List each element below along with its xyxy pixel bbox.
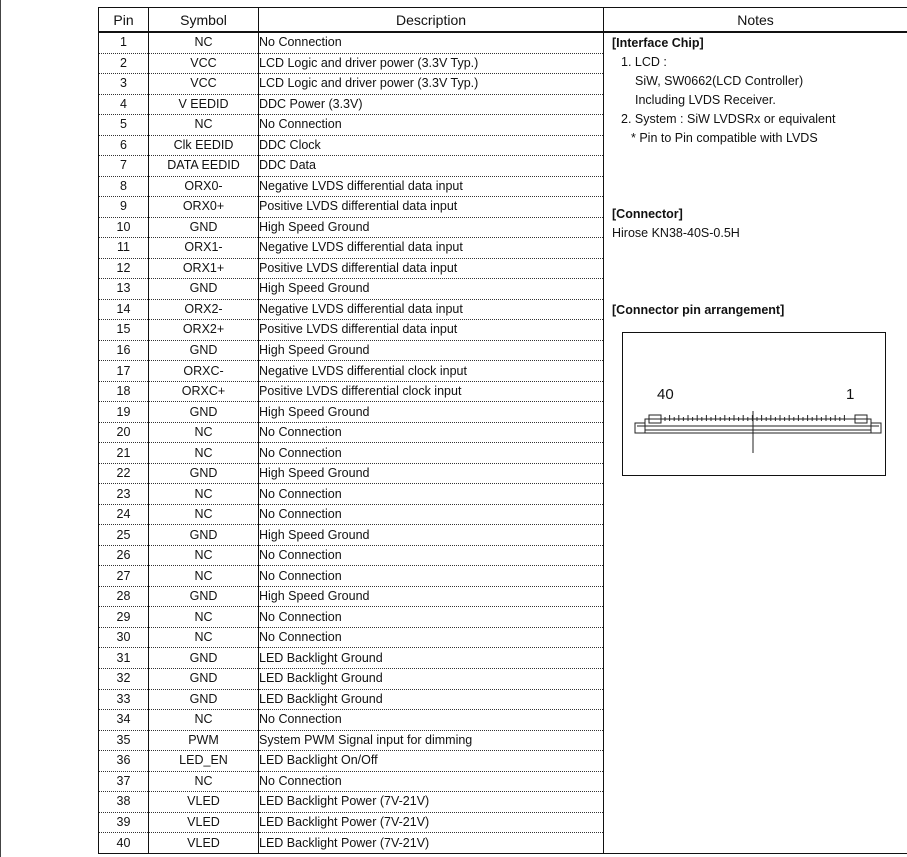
pin-symbol: NC — [149, 115, 259, 136]
pin-number: 32 — [99, 668, 149, 689]
pin-number: 10 — [99, 217, 149, 238]
pin-description: Negative LVDS differential clock input — [259, 361, 604, 382]
pin-label-1: 1 — [846, 386, 855, 403]
pin-number: 31 — [99, 648, 149, 669]
pin-symbol: GND — [149, 340, 259, 361]
interface-chip-heading: [Interface Chip] — [612, 36, 704, 50]
header-symbol: Symbol — [149, 8, 259, 33]
system-item: 2. System : SiW LVDSRx or equivalent — [621, 112, 836, 126]
pin-description: LED Backlight Power (7V-21V) — [259, 812, 604, 833]
pin-symbol: NC — [149, 545, 259, 566]
pin-symbol: V EEDID — [149, 94, 259, 115]
lcd-controller: SiW, SW0662(LCD Controller) — [635, 74, 804, 88]
pin-description: No Connection — [259, 422, 604, 443]
pin-number: 1 — [99, 32, 149, 53]
pin-symbol: NC — [149, 627, 259, 648]
header-description: Description — [259, 8, 604, 33]
pin-number: 29 — [99, 607, 149, 628]
pin-symbol: ORX1+ — [149, 258, 259, 279]
pin-description: No Connection — [259, 710, 604, 731]
pin-description: No Connection — [259, 443, 604, 464]
pin-number: 35 — [99, 730, 149, 751]
pin-description: High Speed Ground — [259, 525, 604, 546]
pin-number: 2 — [99, 53, 149, 74]
pin-number: 33 — [99, 689, 149, 710]
pin-description: LED Backlight Ground — [259, 668, 604, 689]
pin-number: 13 — [99, 279, 149, 300]
pin-number: 39 — [99, 812, 149, 833]
pin-symbol: NC — [149, 504, 259, 525]
pin-number: 34 — [99, 710, 149, 731]
pin-symbol: VCC — [149, 53, 259, 74]
pin-symbol: ORXC- — [149, 361, 259, 382]
pin-number: 15 — [99, 320, 149, 341]
pin-description: LED Backlight Ground — [259, 648, 604, 669]
pin-symbol: ORX0+ — [149, 197, 259, 218]
pin-description: Positive LVDS differential data input — [259, 197, 604, 218]
pin-number: 21 — [99, 443, 149, 464]
pin-symbol: PWM — [149, 730, 259, 751]
pin-symbol: NC — [149, 422, 259, 443]
pin-number: 19 — [99, 402, 149, 423]
pin-number: 12 — [99, 258, 149, 279]
pin-symbol: DATA EEDID — [149, 156, 259, 177]
pin-number: 16 — [99, 340, 149, 361]
pin-description: Negative LVDS differential data input — [259, 238, 604, 259]
pin-table-body — [99, 32, 907, 854]
pin-assignment-table — [98, 7, 907, 854]
pin-symbol: LED_EN — [149, 751, 259, 772]
pin-symbol: NC — [149, 607, 259, 628]
arrangement-heading: [Connector pin arrangement] — [612, 303, 785, 317]
pin-number: 3 — [99, 74, 149, 95]
pin-description: No Connection — [259, 566, 604, 587]
pin-number: 18 — [99, 381, 149, 402]
pin-symbol: ORX0- — [149, 176, 259, 197]
pin-symbol: ORXC+ — [149, 381, 259, 402]
pin-number: 26 — [99, 545, 149, 566]
pin-description: LED Backlight Power (7V-21V) — [259, 833, 604, 854]
pin-description: DDC Data — [259, 156, 604, 177]
connector-outline-icon — [623, 333, 885, 475]
pin-description: High Speed Ground — [259, 586, 604, 607]
pin-number: 9 — [99, 197, 149, 218]
pin-symbol: GND — [149, 463, 259, 484]
pin-description: High Speed Ground — [259, 279, 604, 300]
pin-symbol: VCC — [149, 74, 259, 95]
pin-symbol: NC — [149, 443, 259, 464]
arrangement-section — [604, 301, 784, 320]
pin-description: LCD Logic and driver power (3.3V Typ.) — [259, 53, 604, 74]
pin-description: High Speed Ground — [259, 217, 604, 238]
pin-symbol: GND — [149, 402, 259, 423]
lcd-item: 1. LCD : — [621, 55, 667, 69]
pin-number: 36 — [99, 751, 149, 772]
pin-symbol: VLED — [149, 812, 259, 833]
pin-number: 27 — [99, 566, 149, 587]
pin-symbol: GND — [149, 668, 259, 689]
pin-number: 37 — [99, 771, 149, 792]
pin-number: 17 — [99, 361, 149, 382]
pin-symbol: GND — [149, 689, 259, 710]
pin-symbol: GND — [149, 217, 259, 238]
pin-description: High Speed Ground — [259, 402, 604, 423]
connector-drawing — [622, 332, 886, 476]
connector-section — [604, 205, 740, 243]
pin-description: LED Backlight On/Off — [259, 751, 604, 772]
pin-description: No Connection — [259, 32, 604, 53]
pin-label-40: 40 — [657, 386, 674, 403]
pin-number: 7 — [99, 156, 149, 177]
lcd-receiver: Including LVDS Receiver. — [635, 93, 776, 107]
pin-description: DDC Power (3.3V) — [259, 94, 604, 115]
pin-symbol: GND — [149, 586, 259, 607]
connector-part: Hirose KN38-40S-0.5H — [612, 226, 740, 240]
pin-number: 14 — [99, 299, 149, 320]
pin-number: 11 — [99, 238, 149, 259]
pin-number: 20 — [99, 422, 149, 443]
pin-symbol: ORX2+ — [149, 320, 259, 341]
pin-description: No Connection — [259, 115, 604, 136]
pin-number: 30 — [99, 627, 149, 648]
pin-description: Negative LVDS differential data input — [259, 176, 604, 197]
pin-number: 8 — [99, 176, 149, 197]
pin-description: No Connection — [259, 771, 604, 792]
pin-symbol: GND — [149, 279, 259, 300]
pin-description: No Connection — [259, 545, 604, 566]
pin-number: 24 — [99, 504, 149, 525]
pin-description: Positive LVDS differential clock input — [259, 381, 604, 402]
pin-description: LED Backlight Ground — [259, 689, 604, 710]
pin-description: No Connection — [259, 484, 604, 505]
pin-number: 4 — [99, 94, 149, 115]
pin-number: 23 — [99, 484, 149, 505]
table-row — [99, 32, 907, 53]
pin-symbol: VLED — [149, 833, 259, 854]
pin-description: Positive LVDS differential data input — [259, 320, 604, 341]
page-left-rule — [0, 0, 1, 857]
pin-description: No Connection — [259, 607, 604, 628]
pin-description: LCD Logic and driver power (3.3V Typ.) — [259, 74, 604, 95]
pin-description: Negative LVDS differential data input — [259, 299, 604, 320]
table-header-row — [99, 8, 907, 33]
pin-description: High Speed Ground — [259, 463, 604, 484]
header-notes: Notes — [604, 8, 907, 33]
pin-symbol: GND — [149, 525, 259, 546]
pin-description: System PWM Signal input for dimming — [259, 730, 604, 751]
pin-symbol: NC — [149, 710, 259, 731]
pin-description: High Speed Ground — [259, 340, 604, 361]
pin-symbol: NC — [149, 771, 259, 792]
pin-symbol: ORX1- — [149, 238, 259, 259]
pin-number: 25 — [99, 525, 149, 546]
pin-number: 28 — [99, 586, 149, 607]
pin-number: 22 — [99, 463, 149, 484]
interface-chip-section — [604, 34, 835, 148]
pin-symbol: NC — [149, 32, 259, 53]
pin-description: Positive LVDS differential data input — [259, 258, 604, 279]
pin-symbol: ORX2- — [149, 299, 259, 320]
pin-number: 38 — [99, 792, 149, 813]
pin-symbol: NC — [149, 484, 259, 505]
header-pin: Pin — [99, 8, 149, 33]
connector-heading: [Connector] — [612, 207, 683, 221]
notes-panel — [604, 33, 907, 853]
pin-symbol: Clk EEDID — [149, 135, 259, 156]
pin-description: No Connection — [259, 627, 604, 648]
compat-note: * Pin to Pin compatible with LVDS — [631, 131, 818, 145]
pin-description: No Connection — [259, 504, 604, 525]
pin-symbol: GND — [149, 648, 259, 669]
pin-number: 40 — [99, 833, 149, 854]
pin-description: LED Backlight Power (7V-21V) — [259, 792, 604, 813]
pin-number: 6 — [99, 135, 149, 156]
notes-cell — [604, 32, 907, 854]
pin-symbol: NC — [149, 566, 259, 587]
pin-description: DDC Clock — [259, 135, 604, 156]
pin-number: 5 — [99, 115, 149, 136]
pin-symbol: VLED — [149, 792, 259, 813]
